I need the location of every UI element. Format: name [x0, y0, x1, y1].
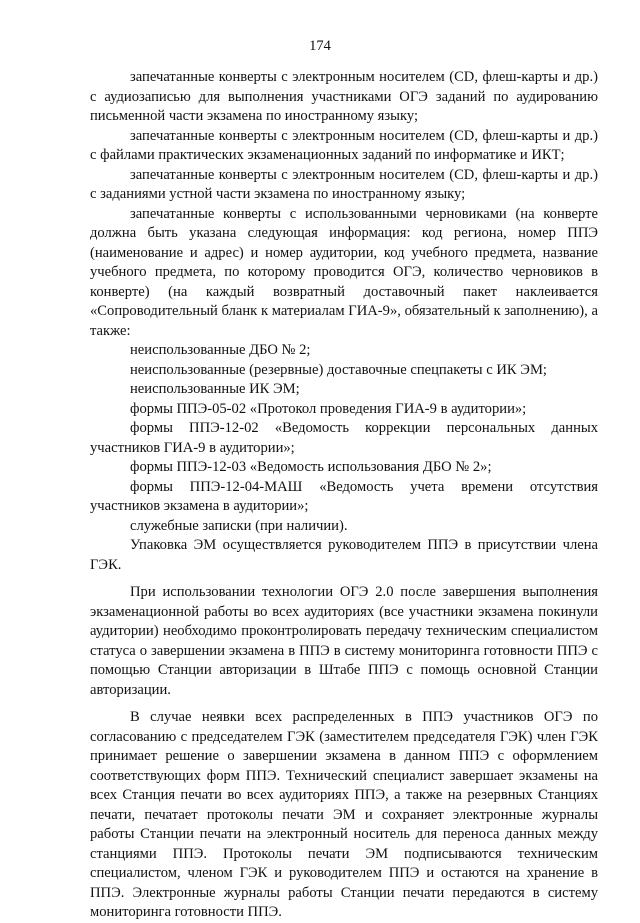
page-number: 174 — [309, 38, 331, 54]
list-item-dbo: неиспользованные ДБО № 2; — [130, 342, 311, 358]
paragraph-oge-2: При использовании технологии ОГЭ 2.0 после завершения выполнения экзаменационной работы во всех аудиториях (все участники экзамена покинули аудитории) необходимо проконтролировать передачу техническим специалистом статуса о завершении экзамена в ППЭ в систему мониторинга готовности ППЭ с помощью Станции авторизации в Штабе ППЭ с помощь основной Станции авторизации. — [90, 584, 598, 698]
list-item-form-12-04: формы ППЭ-12-04-МАШ «Ведомость учета времени отсутствия участников экзамена в аудитории»; — [90, 478, 598, 514]
list-item-form-12-02: формы ППЭ-12-02 «Ведомость коррекции персональных данных участников ГИА-9 в аудитории»; — [90, 420, 598, 456]
list-item-ik-em: неиспользованные ИК ЭМ; — [130, 381, 300, 397]
paragraph-cd-audio: запечатанные конверты с электронным носителем (CD, флеш-карты и др.) с аудиозаписью для выполнения участниками ОГЭ заданий по аудированию письменной части экзамена по иностранному языку; — [90, 69, 598, 124]
list-item-service-notes: служебные записки (при наличии). — [130, 517, 348, 534]
paragraph-drafts-envelopes: запечатанные конверты с использованными черновиками (на конверте должна быть указана следующая информация: код региона, номер ППЭ (наименование и адрес) и номер аудитории, код учебного предмета, название учебного предмета, по которому проводится ОГЭ, количество черновиков в конверте) (на каждый возвратный доставочный пакет наклеивается «Сопроводительный бланк к материалам ГИА-9», обязательный к заполнению), а также: — [90, 205, 598, 339]
list-item-reserve-packets: неиспользованные (резервные) доставочные спецпакеты с ИК ЭМ; — [130, 361, 547, 378]
list-item-form-12-03: формы ППЭ-12-03 «Ведомость использования ДБО № 2»; — [130, 459, 492, 475]
paragraph-cd-oral: запечатанные конверты с электронным носителем (CD, флеш-карты и др.) с заданиями устной части экзамена по иностранному языку; — [90, 166, 598, 202]
paragraph-packing: Упаковка ЭМ осуществляется руководителем ППЭ в присутствии члена ГЭК. — [90, 537, 598, 573]
paragraph-no-show: В случае неявки всех распределенных в ППЭ участников ОГЭ по согласованию с председателем ГЭК (заместителем председателя ГЭК) член ГЭК принимает решение о завершении экзамена в данном ППЭ с оформлением соответствующих форм ППЭ. Технический специалист завершает экзамены на всех Станция печати во всех аудиториях ППЭ, а также на резервных Станциях печати, печатает протоколы печати ЭМ и сохраняет электронные журналы работы Станции печати на электронный носитель для переноса данных между станциями ППЭ. Протоколы печати ЭМ подписываются техническим специалистом, членом ГЭК и руководителем ППЭ и остаются на хранение в ППЭ. Электронные журналы работы Станции печати передаются в систему мониторинга готовности ППЭ. — [90, 709, 598, 920]
paragraph-cd-informatics: запечатанные конверты с электронным носителем (CD, флеш-карты и др.) с файлами практических экзаменационных заданий по информатике и ИКТ; — [90, 127, 598, 163]
document-body — [90, 68, 598, 923]
list-item-form-05-02: формы ППЭ-05-02 «Протокол проведения ГИА-9 в аудитории»; — [130, 400, 527, 417]
